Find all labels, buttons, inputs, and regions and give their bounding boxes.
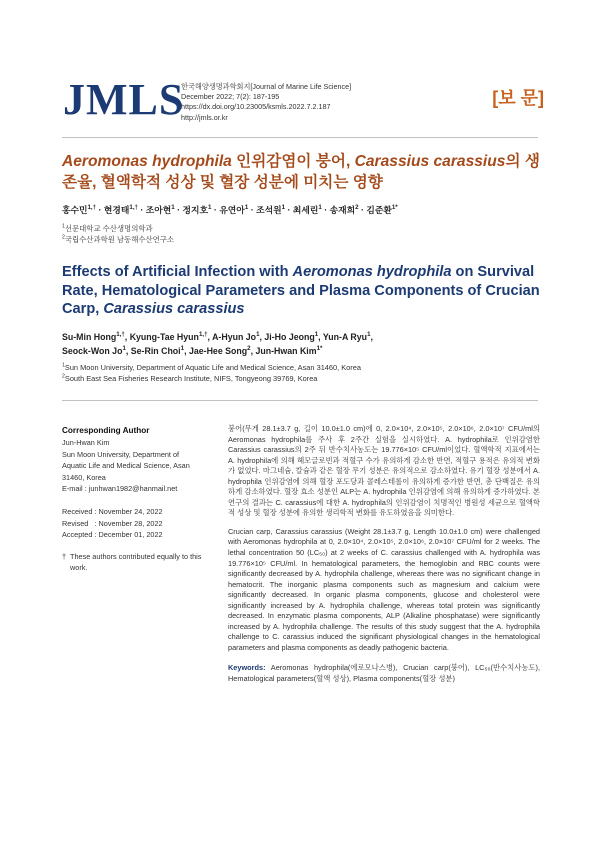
keywords <box>228 663 540 684</box>
author: Su-Min Hong <box>62 332 117 342</box>
affiliation-en-2: $^2$South East Sea Fisheries Research Institute, NIFS, Tongyeong 39769, Korea <box>62 373 318 383</box>
author: Ji-Ho Jeong <box>264 332 315 342</box>
author-affiliation-mark: 1 <box>367 331 371 339</box>
author-affiliation-mark: 1* <box>316 345 323 353</box>
title-ko-part2: 의 생존율, 혈액학적 성상 및 혈장 성분에 미치는 영향 <box>62 153 540 191</box>
author-affiliation-mark: 2 <box>355 204 359 212</box>
corresponding-postal: 31460, Korea <box>62 472 106 482</box>
footnote-text: These authors contributed equally to this work. <box>70 551 202 573</box>
journal-info <box>181 82 351 123</box>
affiliation-ko-2: $^2$국립수산과학원 남동해수산연구소 <box>62 234 175 244</box>
authors-korean: 홍수민$^{1,\dagger}$ · 현경태$^{1,\dagger}$ · 조아현$^1$ · 정지호$^1$ · 유연아$^1$ · 조석원$^1$ · 최세린$^1$ · 송재희$^2$ · 김준환$^{1*}$ <box>62 204 398 215</box>
author-affiliation-mark: 1,† <box>129 204 138 212</box>
section-tag: [보 문] <box>492 88 544 108</box>
author-affiliation-mark: 1 <box>244 204 249 212</box>
title-en-species1: Aeromonas hydrophila <box>292 264 452 280</box>
affiliations-korean <box>62 224 174 245</box>
author: Jae-Hee Song <box>188 346 248 357</box>
corresponding-email[interactable]: E-mail : junhwan1982@hanmail.net <box>62 484 178 494</box>
author: 김준환 <box>366 205 392 215</box>
section-divider <box>62 400 538 401</box>
title-english <box>62 263 542 319</box>
abstract-korean: 붕어(무게 28.1±3.7 g, 길이 10.0±1.0 cm)에 0, 2.0×10⁴, 2.0×10⁵, 2.0×10⁶, 2.0×10⁷ CFU/ml의 Aeromonas hydrophila를 주사 후 2주간 실험을 실시하였다. A. hydrophila로 인위감염한 Carassius carassius의 2주 뒤 반수치사농도는 19.776×10⁵ CFU/ml이었다. 혈액학적 지표에서는 A. hydrophila에 의해 헤모글로빈과 적혈구 수가 유의하게 감소한 반면, 적혈구 용적은 유의적 변화가 없었다. 마그네슘, 칼슘과 같은 혈장 무기 성분은 유의적으로 감소하였다. 유기 혈장 성분에서 A. hydrophila 인위감염에 의해 혈장 포도당과 콜레스테롤이 유의하게 증가한 반면, 총 단백질은 유의하게 감소하였다. 혈장 효소 성분인 ALP는 A. hydrophila 인위감염에 의해 유의하게 증가하였다. 본 연구의 결과는 C. carassius에 대한 A. hydrophila의 인위감염이 치명적인 병원성 세균으로 혈액학적 성상 및 혈장 성분에 유의한 생리학적 변화를 유도하였음을 의미한다. <box>228 424 540 518</box>
authors-english: Su-Min Hong$^{1,\dagger}$, Kyung-Tae Hyun$^{1,\dagger}$, A-Hyun Jo$^1$, Ji-Ho Jeong$^1$, Yun-A Ryu$^1$, Seock-Won Jo$^1$, Se-Rin Choi$^1$, Jae-Hee Song$^2$, Jun-Hwan Kim$^{1*}$ <box>62 331 373 357</box>
author: Kyung-Tae Hyun <box>129 332 199 342</box>
abstract-english: Crucian carp, Carassius carassius (Weight 28.1±3.7 g, Length 10.0±1.0 cm) were challenged with Aeromonas hydrophila at 0, 2.0×10⁴, 2.0×10⁵, 2.0×10⁶, 2.0×10⁷ CFU/ml for 2 weeks. The lethal concentration 50 (LC₅₀) at 2 weeks of C. carassius challenged with A. hydrophila was 19.776×10⁵ CFU/ml. In hematological parameters, the hemoglobin and RBC counts were significantly decreased by A. hydrophila challenge, whereas there was no significant change in hematocrit. The inorganic plasma components such as magnesium and calcium were significantly decreased. In organic plasma components, glucose and cholesterol were significantly increased by A. hydrophila challenge, whereas total protein was significantly decreased. In enzymatic plasma components, ALP (Alkaline phosphatase) were significantly increased by A. hydrophila challenge. The results of this study suggest that the A. hydrophila challenge to C. carassius induced the significant physiological changes in the hematological parameters and plasma components as deadly pathogenic bacteria. <box>228 526 540 652</box>
title-ko-species1: Aeromonas hydrophila <box>62 153 232 170</box>
received-date: Received : November 24, 2022 <box>62 507 163 517</box>
author-affiliation-mark: 1 <box>171 204 175 212</box>
author-affiliation-mark: 1 <box>314 331 319 339</box>
corresponding-dept-line2: Aquatic Life and Medical Science, Asan <box>62 461 190 471</box>
author: Jun-Hwan Kim <box>255 346 317 357</box>
author-affiliation-mark: 1,† <box>198 331 208 339</box>
journal-logo: JMLS <box>63 75 185 124</box>
abstract-column <box>228 424 540 693</box>
title-en-part1: Effects of Artificial Infection with <box>62 264 293 280</box>
author: Seock-Won Jo <box>62 346 123 357</box>
author: 유연아 <box>219 205 245 215</box>
author-affiliation-mark: 1 <box>318 204 322 212</box>
journal-issue: December 2022; 7(2): 187-195 <box>181 92 280 102</box>
author: 현경태 <box>103 205 130 215</box>
journal-url[interactable]: http://jmls.or.kr <box>181 112 228 122</box>
author-affiliation-mark: 1 <box>208 204 212 212</box>
author: 홍수민 <box>62 205 88 215</box>
author-affiliation-mark: 2 <box>247 345 251 353</box>
affiliation-ko-1: $^1$선문대학교 수산생명의학과 <box>62 223 153 233</box>
corresponding-name: Jun-Hwan Kim <box>62 438 110 448</box>
journal-name: 한국해양생명과학회지[Journal of Marine Life Science] <box>181 82 352 91</box>
author-affiliation-mark: 1,† <box>116 331 125 339</box>
corresponding-heading: Corresponding Author <box>62 426 150 435</box>
revised-date: Revised : November 28, 2022 <box>62 518 163 528</box>
corresponding-dept-line1: Sun Moon University, Department of <box>62 449 180 459</box>
author: 조아현 <box>145 205 172 215</box>
header-divider <box>62 137 538 138</box>
keywords-text: Aeromonas hydrophila(에로모나스병), Crucian carp(붕어), LC₅₀(반수치사농도), Hematological parameters(혈액 성상), Plasma components(혈장 성분) <box>228 663 540 684</box>
author-affiliation-mark: 1 <box>256 331 260 339</box>
title-ko-part1: 인위감염이 붕어, <box>231 153 355 170</box>
author: 정지호 <box>182 205 209 215</box>
title-en-part2: on Survival Rate, Hematological Parameters and Plasma Components of Crucian Carp, <box>62 264 540 318</box>
author-affiliation-mark: 1 <box>180 345 185 353</box>
author-affiliation-mark: 1 <box>122 345 126 353</box>
author: Se-Rin Choi <box>130 346 181 357</box>
author-affiliation-mark: 1,† <box>87 204 97 212</box>
title-en-species2: Carassius carassius <box>103 301 245 318</box>
author: 조석원 <box>256 205 282 215</box>
article-sidebar <box>62 425 212 573</box>
accepted-date: Accepted : December 01, 2022 <box>62 530 163 540</box>
title-ko-species2: Carassius carassius <box>354 153 506 170</box>
author: A-Hyun Jo <box>212 332 257 342</box>
affiliation-en-1: $^1$Sun Moon University, Department of Aquatic Life and Medical Science, Asan 31460, Korea <box>62 362 361 372</box>
title-korean <box>62 151 542 193</box>
author-affiliation-mark: 1* <box>391 204 398 212</box>
dagger-symbol: † <box>62 551 67 561</box>
author: Yun-A Ryu <box>322 332 368 342</box>
equal-contribution-note <box>62 551 212 574</box>
affiliations-english <box>62 363 361 384</box>
author: 송재희 <box>329 205 356 215</box>
keywords-label: Keywords: <box>228 663 266 673</box>
author: 최세린 <box>292 205 319 215</box>
doi-link[interactable]: https://dx.doi.org/10.23005/ksmls.2022.7.2.187 <box>181 102 331 112</box>
author-affiliation-mark: 1 <box>281 204 286 212</box>
